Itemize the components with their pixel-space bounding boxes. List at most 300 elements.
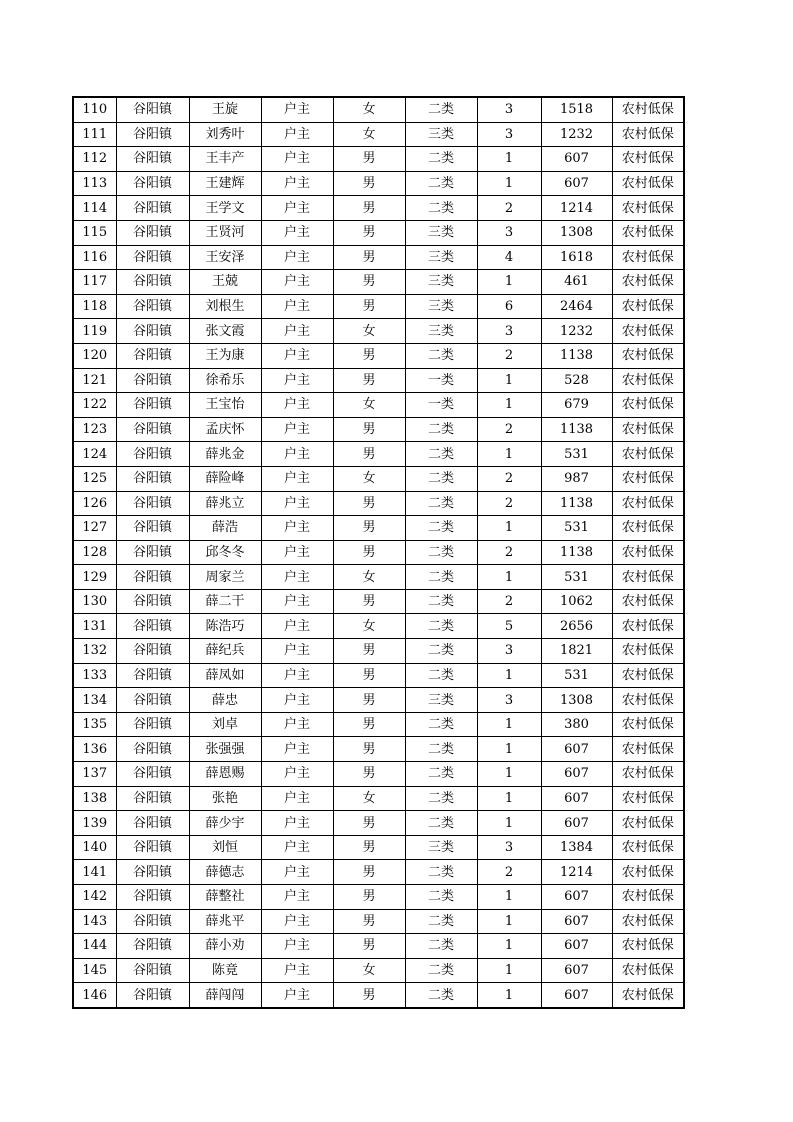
cell-row-number: 111 xyxy=(73,122,116,147)
cell-name: 王建辉 xyxy=(189,171,261,196)
cell-household-size: 4 xyxy=(477,245,541,270)
cell-name: 薛恩赐 xyxy=(189,762,261,787)
cell-household-size: 1 xyxy=(477,442,541,467)
cell-town: 谷阳镇 xyxy=(116,688,189,713)
table-row xyxy=(73,712,684,737)
cell-aid-type: 农村低保 xyxy=(612,442,684,467)
cell-town: 谷阳镇 xyxy=(116,835,189,860)
cell-category: 二类 xyxy=(405,983,477,1008)
table-row xyxy=(73,245,684,270)
cell-relation: 户主 xyxy=(261,245,333,270)
cell-household-size: 2 xyxy=(477,589,541,614)
cell-amount: 531 xyxy=(541,663,612,688)
cell-amount: 1138 xyxy=(541,343,612,368)
cell-category: 二类 xyxy=(405,540,477,565)
cell-row-number: 118 xyxy=(73,294,116,319)
cell-name: 张强强 xyxy=(189,737,261,762)
cell-name: 刘卓 xyxy=(189,712,261,737)
cell-household-size: 1 xyxy=(477,934,541,959)
cell-name: 邱冬冬 xyxy=(189,540,261,565)
cell-category: 二类 xyxy=(405,565,477,590)
cell-row-number: 125 xyxy=(73,466,116,491)
cell-category: 二类 xyxy=(405,860,477,885)
cell-town: 谷阳镇 xyxy=(116,122,189,147)
cell-aid-type: 农村低保 xyxy=(612,786,684,811)
cell-gender: 男 xyxy=(333,663,405,688)
cell-town: 谷阳镇 xyxy=(116,663,189,688)
cell-name: 陈浩巧 xyxy=(189,614,261,639)
cell-gender: 男 xyxy=(333,762,405,787)
cell-name: 周家兰 xyxy=(189,565,261,590)
cell-amount: 987 xyxy=(541,466,612,491)
cell-amount: 1214 xyxy=(541,860,612,885)
cell-aid-type: 农村低保 xyxy=(612,491,684,516)
cell-gender: 女 xyxy=(333,565,405,590)
table-row xyxy=(73,196,684,221)
cell-town: 谷阳镇 xyxy=(116,466,189,491)
cell-category: 三类 xyxy=(405,270,477,295)
cell-row-number: 112 xyxy=(73,147,116,172)
cell-amount: 607 xyxy=(541,983,612,1008)
cell-aid-type: 农村低保 xyxy=(612,860,684,885)
cell-amount: 607 xyxy=(541,909,612,934)
cell-name: 薛小劝 xyxy=(189,934,261,959)
cell-town: 谷阳镇 xyxy=(116,196,189,221)
cell-aid-type: 农村低保 xyxy=(612,540,684,565)
cell-category: 二类 xyxy=(405,516,477,541)
cell-household-size: 3 xyxy=(477,639,541,664)
cell-name: 王为康 xyxy=(189,343,261,368)
cell-gender: 男 xyxy=(333,860,405,885)
cell-row-number: 127 xyxy=(73,516,116,541)
cell-household-size: 1 xyxy=(477,909,541,934)
cell-gender: 女 xyxy=(333,122,405,147)
cell-amount: 2656 xyxy=(541,614,612,639)
cell-name: 薛少宇 xyxy=(189,811,261,836)
cell-name: 薛浩 xyxy=(189,516,261,541)
cell-row-number: 129 xyxy=(73,565,116,590)
cell-town: 谷阳镇 xyxy=(116,220,189,245)
table-row xyxy=(73,368,684,393)
cell-town: 谷阳镇 xyxy=(116,97,189,122)
cell-gender: 男 xyxy=(333,245,405,270)
cell-gender: 女 xyxy=(333,97,405,122)
cell-name: 薛二干 xyxy=(189,589,261,614)
cell-name: 薛兆立 xyxy=(189,491,261,516)
cell-household-size: 2 xyxy=(477,491,541,516)
cell-gender: 男 xyxy=(333,171,405,196)
cell-gender: 男 xyxy=(333,835,405,860)
cell-gender: 男 xyxy=(333,196,405,221)
cell-amount: 607 xyxy=(541,811,612,836)
cell-name: 刘秀叶 xyxy=(189,122,261,147)
cell-amount: 607 xyxy=(541,885,612,910)
cell-row-number: 138 xyxy=(73,786,116,811)
cell-aid-type: 农村低保 xyxy=(612,220,684,245)
cell-relation: 户主 xyxy=(261,934,333,959)
cell-town: 谷阳镇 xyxy=(116,983,189,1008)
table-row xyxy=(73,516,684,541)
cell-aid-type: 农村低保 xyxy=(612,909,684,934)
cell-gender: 男 xyxy=(333,147,405,172)
cell-relation: 户主 xyxy=(261,663,333,688)
cell-category: 二类 xyxy=(405,417,477,442)
cell-amount: 1232 xyxy=(541,319,612,344)
table-row xyxy=(73,885,684,910)
cell-name: 王学文 xyxy=(189,196,261,221)
cell-relation: 户主 xyxy=(261,885,333,910)
table-row xyxy=(73,97,684,122)
cell-row-number: 132 xyxy=(73,639,116,664)
cell-relation: 户主 xyxy=(261,147,333,172)
cell-row-number: 123 xyxy=(73,417,116,442)
cell-amount: 607 xyxy=(541,147,612,172)
cell-household-size: 3 xyxy=(477,835,541,860)
cell-relation: 户主 xyxy=(261,220,333,245)
cell-name: 薛纪兵 xyxy=(189,639,261,664)
cell-town: 谷阳镇 xyxy=(116,540,189,565)
cell-relation: 户主 xyxy=(261,442,333,467)
cell-amount: 531 xyxy=(541,565,612,590)
cell-relation: 户主 xyxy=(261,786,333,811)
cell-aid-type: 农村低保 xyxy=(612,688,684,713)
cell-row-number: 124 xyxy=(73,442,116,467)
cell-aid-type: 农村低保 xyxy=(612,417,684,442)
cell-household-size: 1 xyxy=(477,516,541,541)
cell-aid-type: 农村低保 xyxy=(612,466,684,491)
cell-town: 谷阳镇 xyxy=(116,343,189,368)
cell-relation: 户主 xyxy=(261,983,333,1008)
cell-gender: 男 xyxy=(333,885,405,910)
cell-row-number: 144 xyxy=(73,934,116,959)
cell-row-number: 119 xyxy=(73,319,116,344)
cell-amount: 1138 xyxy=(541,417,612,442)
cell-name: 薛整社 xyxy=(189,885,261,910)
cell-relation: 户主 xyxy=(261,860,333,885)
cell-aid-type: 农村低保 xyxy=(612,811,684,836)
cell-aid-type: 农村低保 xyxy=(612,589,684,614)
table-row xyxy=(73,319,684,344)
cell-category: 二类 xyxy=(405,786,477,811)
cell-relation: 户主 xyxy=(261,762,333,787)
table-row xyxy=(73,663,684,688)
table-row xyxy=(73,835,684,860)
cell-relation: 户主 xyxy=(261,417,333,442)
cell-relation: 户主 xyxy=(261,516,333,541)
cell-row-number: 116 xyxy=(73,245,116,270)
cell-name: 薛忠 xyxy=(189,688,261,713)
cell-household-size: 6 xyxy=(477,294,541,319)
cell-row-number: 110 xyxy=(73,97,116,122)
cell-name: 薛险峰 xyxy=(189,466,261,491)
cell-category: 二类 xyxy=(405,639,477,664)
cell-household-size: 3 xyxy=(477,319,541,344)
cell-gender: 男 xyxy=(333,589,405,614)
cell-household-size: 5 xyxy=(477,614,541,639)
cell-gender: 女 xyxy=(333,614,405,639)
cell-gender: 男 xyxy=(333,983,405,1008)
cell-relation: 户主 xyxy=(261,491,333,516)
cell-household-size: 2 xyxy=(477,466,541,491)
table-row xyxy=(73,811,684,836)
cell-row-number: 120 xyxy=(73,343,116,368)
cell-household-size: 3 xyxy=(477,122,541,147)
cell-town: 谷阳镇 xyxy=(116,294,189,319)
table-row xyxy=(73,934,684,959)
cell-category: 二类 xyxy=(405,909,477,934)
cell-town: 谷阳镇 xyxy=(116,909,189,934)
cell-row-number: 141 xyxy=(73,860,116,885)
cell-relation: 户主 xyxy=(261,122,333,147)
cell-category: 二类 xyxy=(405,147,477,172)
cell-category: 二类 xyxy=(405,343,477,368)
cell-aid-type: 农村低保 xyxy=(612,835,684,860)
cell-aid-type: 农村低保 xyxy=(612,122,684,147)
cell-name: 刘根生 xyxy=(189,294,261,319)
cell-household-size: 1 xyxy=(477,270,541,295)
cell-row-number: 130 xyxy=(73,589,116,614)
cell-category: 三类 xyxy=(405,835,477,860)
cell-town: 谷阳镇 xyxy=(116,417,189,442)
cell-category: 一类 xyxy=(405,393,477,418)
cell-aid-type: 农村低保 xyxy=(612,516,684,541)
cell-gender: 男 xyxy=(333,220,405,245)
cell-aid-type: 农村低保 xyxy=(612,196,684,221)
cell-category: 二类 xyxy=(405,737,477,762)
cell-category: 二类 xyxy=(405,934,477,959)
cell-category: 二类 xyxy=(405,663,477,688)
cell-relation: 户主 xyxy=(261,614,333,639)
table-row xyxy=(73,983,684,1008)
cell-relation: 户主 xyxy=(261,294,333,319)
cell-gender: 女 xyxy=(333,393,405,418)
cell-household-size: 1 xyxy=(477,368,541,393)
table-row xyxy=(73,589,684,614)
cell-amount: 1062 xyxy=(541,589,612,614)
cell-aid-type: 农村低保 xyxy=(612,762,684,787)
cell-town: 谷阳镇 xyxy=(116,762,189,787)
cell-town: 谷阳镇 xyxy=(116,811,189,836)
cell-amount: 531 xyxy=(541,516,612,541)
cell-aid-type: 农村低保 xyxy=(612,343,684,368)
cell-household-size: 1 xyxy=(477,171,541,196)
cell-name: 张文霞 xyxy=(189,319,261,344)
cell-amount: 1138 xyxy=(541,491,612,516)
cell-aid-type: 农村低保 xyxy=(612,393,684,418)
cell-amount: 380 xyxy=(541,712,612,737)
table-row xyxy=(73,639,684,664)
table-row xyxy=(73,442,684,467)
cell-gender: 男 xyxy=(333,909,405,934)
cell-gender: 男 xyxy=(333,294,405,319)
cell-category: 三类 xyxy=(405,294,477,319)
cell-aid-type: 农村低保 xyxy=(612,614,684,639)
cell-gender: 男 xyxy=(333,639,405,664)
cell-row-number: 133 xyxy=(73,663,116,688)
cell-household-size: 1 xyxy=(477,958,541,983)
cell-relation: 户主 xyxy=(261,712,333,737)
cell-amount: 1618 xyxy=(541,245,612,270)
cell-aid-type: 农村低保 xyxy=(612,885,684,910)
cell-gender: 男 xyxy=(333,368,405,393)
cell-household-size: 3 xyxy=(477,688,541,713)
cell-town: 谷阳镇 xyxy=(116,565,189,590)
cell-row-number: 137 xyxy=(73,762,116,787)
cell-town: 谷阳镇 xyxy=(116,270,189,295)
cell-household-size: 1 xyxy=(477,393,541,418)
cell-category: 三类 xyxy=(405,245,477,270)
cell-row-number: 146 xyxy=(73,983,116,1008)
cell-town: 谷阳镇 xyxy=(116,934,189,959)
table-row xyxy=(73,737,684,762)
cell-relation: 户主 xyxy=(261,589,333,614)
cell-town: 谷阳镇 xyxy=(116,639,189,664)
cell-town: 谷阳镇 xyxy=(116,516,189,541)
cell-aid-type: 农村低保 xyxy=(612,712,684,737)
cell-relation: 户主 xyxy=(261,909,333,934)
cell-household-size: 1 xyxy=(477,147,541,172)
cell-aid-type: 农村低保 xyxy=(612,934,684,959)
cell-aid-type: 农村低保 xyxy=(612,171,684,196)
cell-relation: 户主 xyxy=(261,811,333,836)
cell-amount: 461 xyxy=(541,270,612,295)
cell-town: 谷阳镇 xyxy=(116,442,189,467)
cell-household-size: 1 xyxy=(477,565,541,590)
cell-category: 二类 xyxy=(405,885,477,910)
cell-household-size: 1 xyxy=(477,712,541,737)
cell-gender: 男 xyxy=(333,737,405,762)
cell-amount: 1821 xyxy=(541,639,612,664)
cell-amount: 679 xyxy=(541,393,612,418)
cell-household-size: 1 xyxy=(477,983,541,1008)
cell-row-number: 122 xyxy=(73,393,116,418)
cell-household-size: 3 xyxy=(477,97,541,122)
cell-name: 薛德志 xyxy=(189,860,261,885)
cell-gender: 男 xyxy=(333,934,405,959)
cell-category: 三类 xyxy=(405,319,477,344)
cell-amount: 1232 xyxy=(541,122,612,147)
table-row xyxy=(73,786,684,811)
table-body xyxy=(73,97,684,1008)
cell-relation: 户主 xyxy=(261,97,333,122)
cell-row-number: 145 xyxy=(73,958,116,983)
cell-row-number: 114 xyxy=(73,196,116,221)
cell-relation: 户主 xyxy=(261,958,333,983)
cell-town: 谷阳镇 xyxy=(116,712,189,737)
cell-relation: 户主 xyxy=(261,393,333,418)
cell-aid-type: 农村低保 xyxy=(612,663,684,688)
cell-town: 谷阳镇 xyxy=(116,860,189,885)
table-row xyxy=(73,171,684,196)
cell-household-size: 1 xyxy=(477,811,541,836)
cell-aid-type: 农村低保 xyxy=(612,245,684,270)
cell-town: 谷阳镇 xyxy=(116,737,189,762)
table-row xyxy=(73,393,684,418)
cell-row-number: 143 xyxy=(73,909,116,934)
cell-aid-type: 农村低保 xyxy=(612,319,684,344)
cell-town: 谷阳镇 xyxy=(116,393,189,418)
cell-amount: 1518 xyxy=(541,97,612,122)
cell-name: 王安泽 xyxy=(189,245,261,270)
cell-amount: 1308 xyxy=(541,688,612,713)
cell-row-number: 134 xyxy=(73,688,116,713)
cell-amount: 1214 xyxy=(541,196,612,221)
cell-household-size: 2 xyxy=(477,417,541,442)
cell-row-number: 139 xyxy=(73,811,116,836)
cell-category: 三类 xyxy=(405,122,477,147)
table-row xyxy=(73,565,684,590)
cell-gender: 男 xyxy=(333,491,405,516)
cell-relation: 户主 xyxy=(261,368,333,393)
cell-household-size: 2 xyxy=(477,540,541,565)
cell-category: 二类 xyxy=(405,196,477,221)
cell-amount: 607 xyxy=(541,934,612,959)
cell-aid-type: 农村低保 xyxy=(612,737,684,762)
cell-category: 二类 xyxy=(405,491,477,516)
cell-amount: 607 xyxy=(541,171,612,196)
cell-amount: 531 xyxy=(541,442,612,467)
cell-category: 二类 xyxy=(405,589,477,614)
cell-household-size: 1 xyxy=(477,786,541,811)
cell-row-number: 115 xyxy=(73,220,116,245)
table-row xyxy=(73,614,684,639)
cell-amount: 528 xyxy=(541,368,612,393)
cell-household-size: 1 xyxy=(477,762,541,787)
cell-row-number: 142 xyxy=(73,885,116,910)
cell-row-number: 117 xyxy=(73,270,116,295)
cell-category: 二类 xyxy=(405,762,477,787)
cell-category: 二类 xyxy=(405,442,477,467)
cell-relation: 户主 xyxy=(261,171,333,196)
cell-aid-type: 农村低保 xyxy=(612,368,684,393)
cell-gender: 男 xyxy=(333,417,405,442)
cell-household-size: 2 xyxy=(477,860,541,885)
cell-amount: 1308 xyxy=(541,220,612,245)
table-row xyxy=(73,860,684,885)
cell-row-number: 131 xyxy=(73,614,116,639)
cell-gender: 女 xyxy=(333,319,405,344)
cell-town: 谷阳镇 xyxy=(116,491,189,516)
cell-household-size: 2 xyxy=(477,343,541,368)
cell-category: 三类 xyxy=(405,688,477,713)
cell-household-size: 1 xyxy=(477,663,541,688)
cell-relation: 户主 xyxy=(261,270,333,295)
cell-aid-type: 农村低保 xyxy=(612,565,684,590)
cell-gender: 男 xyxy=(333,442,405,467)
table-row xyxy=(73,466,684,491)
cell-relation: 户主 xyxy=(261,688,333,713)
cell-row-number: 128 xyxy=(73,540,116,565)
cell-amount: 607 xyxy=(541,762,612,787)
cell-aid-type: 农村低保 xyxy=(612,958,684,983)
cell-amount: 607 xyxy=(541,737,612,762)
cell-name: 薛兆金 xyxy=(189,442,261,467)
cell-name: 刘恒 xyxy=(189,835,261,860)
cell-name: 薛兆平 xyxy=(189,909,261,934)
cell-name: 薛闯闯 xyxy=(189,983,261,1008)
cell-row-number: 121 xyxy=(73,368,116,393)
cell-amount: 1138 xyxy=(541,540,612,565)
table-row xyxy=(73,294,684,319)
table-row xyxy=(73,122,684,147)
cell-town: 谷阳镇 xyxy=(116,885,189,910)
cell-aid-type: 农村低保 xyxy=(612,983,684,1008)
cell-relation: 户主 xyxy=(261,737,333,762)
table-row xyxy=(73,762,684,787)
cell-gender: 男 xyxy=(333,516,405,541)
cell-row-number: 140 xyxy=(73,835,116,860)
cell-gender: 男 xyxy=(333,343,405,368)
